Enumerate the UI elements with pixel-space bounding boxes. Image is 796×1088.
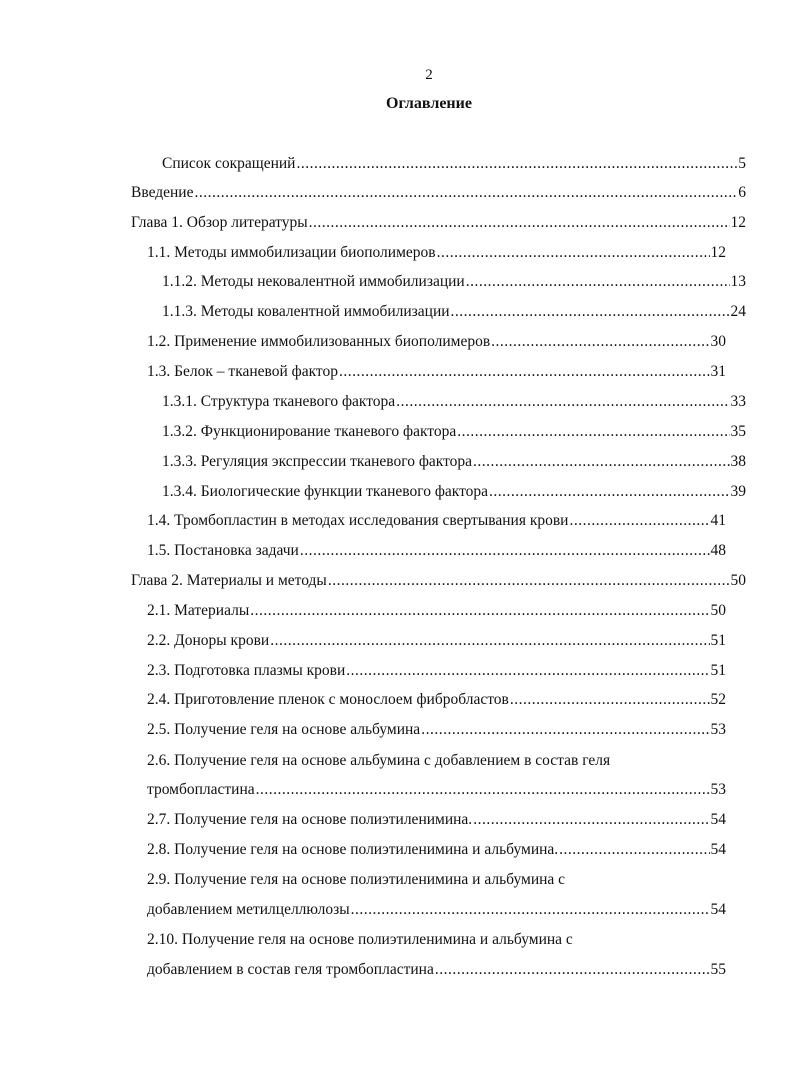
toc-entry-2-5[interactable]: [147, 720, 726, 740]
toc-entry-label: 2.8. Получение геля на основе полиэтиленимина и альбумина.: [147, 841, 559, 858]
toc-entry-page: 52: [710, 691, 726, 708]
toc-entry-2-9[interactable]: [147, 900, 726, 920]
toc-entry-label: Глава 1. Обзор литературы: [131, 214, 308, 231]
toc-entry-label: 2.1. Материалы: [147, 602, 250, 619]
toc-leader-dots: [473, 452, 729, 472]
toc-entry-label: Введение: [131, 184, 194, 201]
toc-leader-dots: [451, 302, 730, 322]
toc-leader-dots: [256, 780, 710, 800]
toc-entry-chapter-1[interactable]: [131, 213, 746, 233]
toc-leader-dots: [491, 332, 709, 352]
toc-entry-1-1-2[interactable]: [162, 272, 746, 292]
toc-entry-1-3[interactable]: [147, 362, 726, 382]
toc-entry-1-3-1[interactable]: [162, 392, 746, 412]
toc-entry-1-2[interactable]: [147, 332, 726, 352]
toc-entry-1-3-3[interactable]: [162, 452, 746, 472]
toc-entry-label: 1.1.3. Методы ковалентной иммобилизации: [162, 303, 450, 320]
toc-entry-page: 12: [730, 214, 746, 231]
toc-leader-dots: [457, 422, 729, 442]
toc-leader-dots: [309, 213, 730, 233]
toc-entry-label: Список сокращений: [162, 155, 296, 172]
toc-entry-1-4[interactable]: [147, 511, 726, 531]
toc-entry-page: 41: [710, 512, 726, 529]
toc-entry-page: 30: [710, 333, 726, 350]
toc-entry-page: 50: [710, 602, 726, 619]
toc-entry-2-3[interactable]: [147, 661, 726, 681]
toc-entry-label: Глава 2. Материалы и методы: [131, 572, 327, 589]
toc-entry-page: 6: [738, 184, 746, 201]
toc-leader-dots: [296, 154, 737, 174]
toc-leader-dots: [569, 511, 709, 531]
toc-entry-page: 38: [730, 453, 746, 470]
toc-leader-dots: [435, 960, 710, 980]
toc-entry-1-5[interactable]: [147, 541, 726, 561]
toc-entry-label: 1.4. Тромбопластин в методах исследования свертывания крови: [147, 512, 569, 529]
toc-entry-page: 50: [730, 572, 746, 589]
toc-entry-page: 35: [730, 423, 746, 440]
toc-entry-label: 1.3.3. Регуляция экспрессии тканевого фактора: [162, 453, 473, 470]
toc-entry-page: 54: [710, 901, 726, 918]
toc-entry-label: 1.1.2. Методы нековалентной иммобилизации: [162, 273, 465, 290]
page-number: 2: [425, 67, 433, 83]
toc-entry-label: 1.3. Белок – тканевой фактор: [147, 363, 338, 380]
toc-entry-page: 53: [710, 781, 726, 798]
toc-leader-dots: [489, 482, 729, 502]
toc-leader-dots: [473, 810, 709, 830]
toc-entry-label: добавлением метилцеллюлозы: [147, 901, 350, 918]
toc-entry-page: 55: [710, 961, 726, 978]
toc-entry-page: 12: [710, 244, 726, 261]
toc-entry-label: 2.7. Получение геля на основе полиэтиленимина.: [147, 811, 473, 828]
toc-leader-dots: [346, 661, 709, 681]
toc-entry-label: 1.3.1. Структура тканевого фактора: [162, 393, 396, 410]
toc-leader-dots: [559, 840, 709, 860]
toc-leader-dots: [437, 243, 710, 263]
toc-leader-dots: [510, 690, 710, 710]
toc-entry-1-3-2[interactable]: [162, 422, 746, 442]
toc-entry-2-7[interactable]: [147, 810, 726, 830]
toc-entry-page: 54: [710, 811, 726, 828]
toc-entry-2-2[interactable]: [147, 631, 726, 651]
toc-entry-2-8[interactable]: [147, 840, 726, 860]
toc-leader-dots: [250, 601, 709, 621]
toc-leader-dots: [466, 272, 730, 292]
toc-entry-label: 1.1. Методы иммобилизации биополимеров: [147, 244, 436, 261]
toc-entry-page: 51: [710, 662, 726, 679]
toc-entry-1-1-3[interactable]: [162, 302, 746, 322]
toc-entry-1-1[interactable]: [147, 243, 726, 263]
toc-entry-label: 2.3. Подготовка плазмы крови: [147, 662, 346, 679]
toc-entry-2-6-line-1[interactable]: 2.6. Получение геля на основе альбумина с добавлением в состав геля: [147, 752, 611, 769]
toc-entry-label: 2.4. Приготовление пленок с монослоем фибробластов: [147, 691, 509, 708]
toc-entry-intro[interactable]: [131, 183, 746, 203]
toc-entry-chapter-2[interactable]: [131, 571, 746, 591]
toc-entry-label: 1.2. Применение иммобилизованных биополимеров: [147, 333, 491, 350]
toc-entry-page: 5: [738, 155, 746, 172]
toc-entry-2-9-line-1[interactable]: 2.9. Получение геля на основе полиэтиленимина и альбумина с: [147, 871, 566, 888]
toc-entry-page: 33: [730, 393, 746, 410]
toc-leader-dots: [270, 631, 709, 651]
toc-entry-2-6[interactable]: [147, 780, 726, 800]
toc-leader-dots: [396, 392, 729, 412]
toc-leader-dots: [194, 183, 737, 203]
toc-entry-label: 1.3.2. Функционирование тканевого фактора: [162, 423, 457, 440]
toc-entry-2-4[interactable]: [147, 690, 726, 710]
toc-leader-dots: [351, 900, 710, 920]
page-title: Оглавление: [386, 95, 472, 112]
toc-leader-dots: [421, 720, 709, 740]
toc-entry-label: добавлением в состав геля тромбопластина: [147, 961, 434, 978]
toc-entry-label: 1.5. Постановка задачи: [147, 542, 299, 559]
toc-entry-page: 51: [710, 632, 726, 649]
toc-entry-page: 13: [730, 273, 746, 290]
toc-leader-dots: [300, 541, 710, 561]
toc-entry-page: 31: [710, 363, 726, 380]
toc-entry-label: тромбопластина: [147, 781, 255, 798]
toc-entry-label: 2.5. Получение геля на основе альбумина: [147, 721, 421, 738]
toc-entry-page: 24: [730, 303, 746, 320]
toc-entry-2-10[interactable]: [147, 960, 726, 980]
toc-entry-page: 53: [710, 721, 726, 738]
toc-leader-dots: [339, 362, 710, 382]
toc-entry-abbreviations[interactable]: [162, 154, 746, 174]
toc-entry-2-10-line-1[interactable]: 2.10. Получение геля на основе полиэтиленимина и альбумина с: [147, 931, 573, 948]
toc-entry-2-1[interactable]: [147, 601, 726, 621]
toc-entry-page: 39: [730, 483, 746, 500]
toc-entry-1-3-4[interactable]: [162, 482, 746, 502]
toc-entry-page: 48: [710, 542, 726, 559]
toc-entry-label: 2.2. Доноры крови: [147, 632, 270, 649]
toc-leader-dots: [328, 571, 730, 591]
toc-entry-label: 1.3.4. Биологические функции тканевого фактора: [162, 483, 489, 500]
toc-entry-page: 54: [710, 841, 726, 858]
